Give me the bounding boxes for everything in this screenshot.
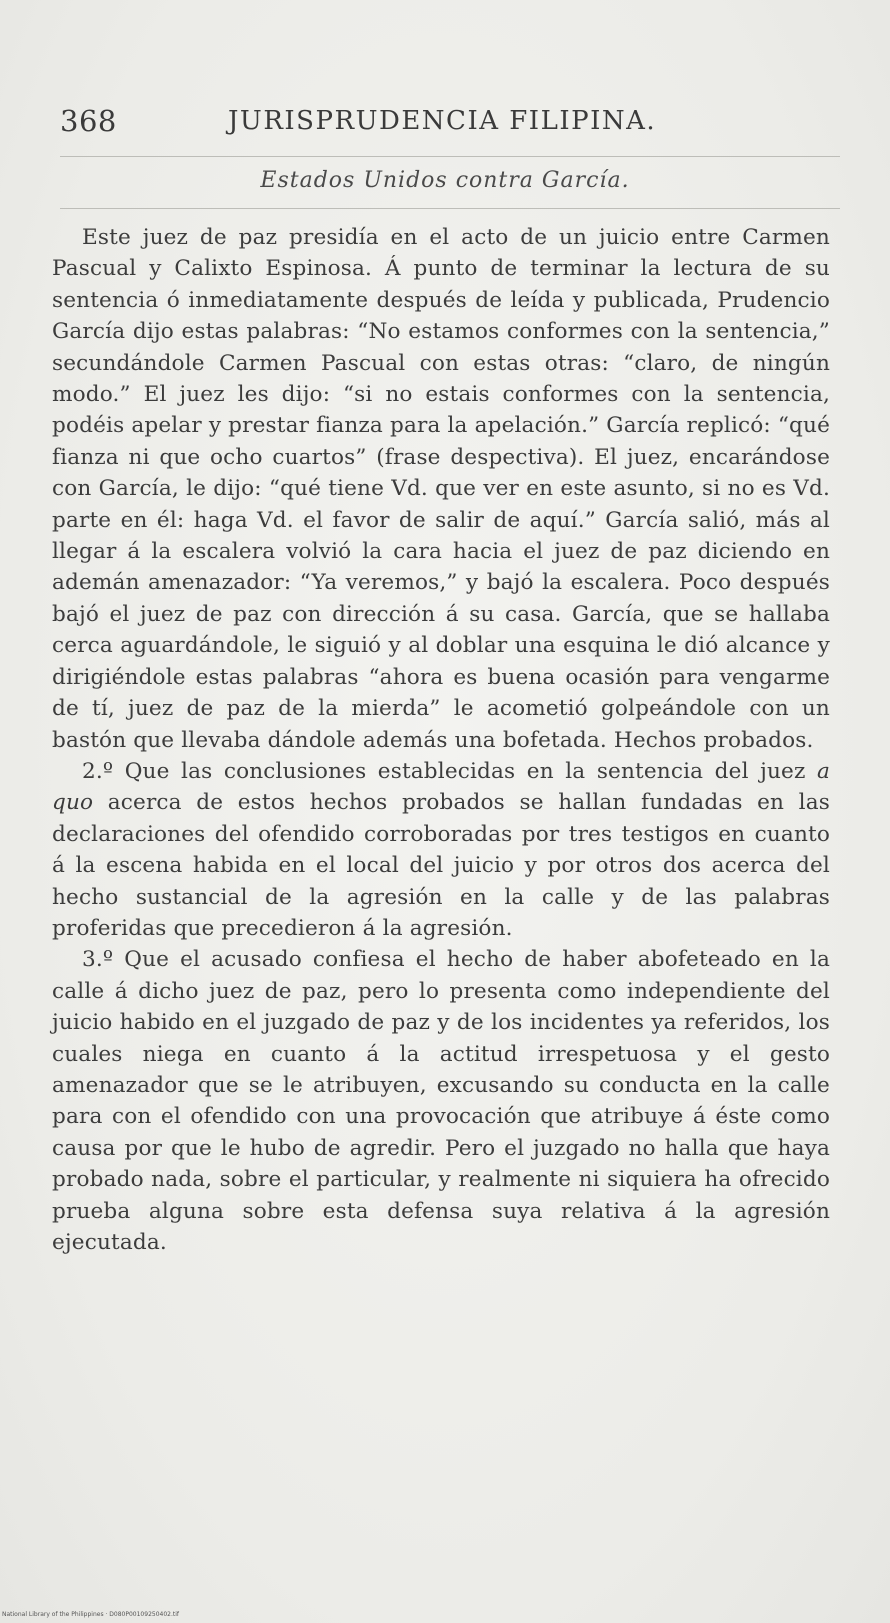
paragraph-conclusions-lead: 2.º Que las conclusiones establecidas en la sentencia del juez [82,758,817,784]
page-number: 368 [60,104,117,138]
scan-footer: National Library of the Philippines · D080P00109250402.tif [2,1611,180,1618]
case-title-rule [60,208,840,209]
running-title: JURISPRUDENCIA FILIPINA. [228,106,657,136]
latin-term: a quo [52,758,830,816]
page-header [60,104,830,144]
paragraph-conclusions-rest: acerca de estos hechos probados se hallan fundadas en las declaraciones del ofendido corroboradas por tres testigos en cuanto á la escena habida en el local del juicio y por otros dos acerca del hecho sustancial de la agresión en la calle y de las palabras proferidas que precedieron á la agresión. [52,790,830,941]
paragraph-conclusions [52,756,830,944]
header-rule [60,156,840,157]
paragraph-facts: Este juez de paz presidía en el acto de un juicio entre Carmen Pascual y Calixto Espinosa. Á punto de terminar la lectura de su sentencia ó inmediatamente después de leída y publicada, Prudencio García dijo estas palabras: “No estamos conformes con la sentencia,” secundándole Carmen Pascual con estas otras: “claro, de ningún modo.” El juez les dijo: “si no estais conformes con la sentencia, podéis apelar y prestar fianza para la apelación.” García replicó: “qué fianza ni que ocho cuartos” (frase despectiva). El juez, encarándose con García, le dijo: “qué tiene Vd. que ver en este asunto, si no es Vd. parte en él: haga Vd. el favor de salir de aquí.” García salió, más al llegar á la escalera volvió la cara hacia el juez de paz diciendo en ademán amenazador: “Ya veremos,” y bajó la escalera. Poco después bajó el juez de paz con dirección á su casa. García, que se hallaba cerca aguardándole, le siguió y al doblar una esquina le dió alcance y dirigiéndole estas palabras “ahora es buena ocasión para vengarme de tí, juez de paz de la mierda” le acometió golpeándole con un bastón que llevaba dándole además una bofetada. Hechos probados. [52,225,831,753]
case-title: Estados Unidos contra García. [260,168,630,193]
paragraph-defense: 3.º Que el acusado confiesa el hecho de haber abofeteado en la calle á dicho juez de paz, pero lo presenta como independiente del juicio habido en el juzgado de paz y de los incidentes ya referidos, los cuales niega en cuanto á la actitud irrespetuosa y el gesto amenazador que se le atribuyen, excusando su conducta en la calle para con el ofendido con una provocación que atribuye á éste como causa por que le hubo de agredir. Pero el juzgado no halla que haya probado nada, sobre el particular, y realmente ni siquiera ha ofrecido prueba alguna sobre esta defensa suya relativa á la agresión ejecutada. [52,947,830,1255]
body-text [52,222,830,1258]
